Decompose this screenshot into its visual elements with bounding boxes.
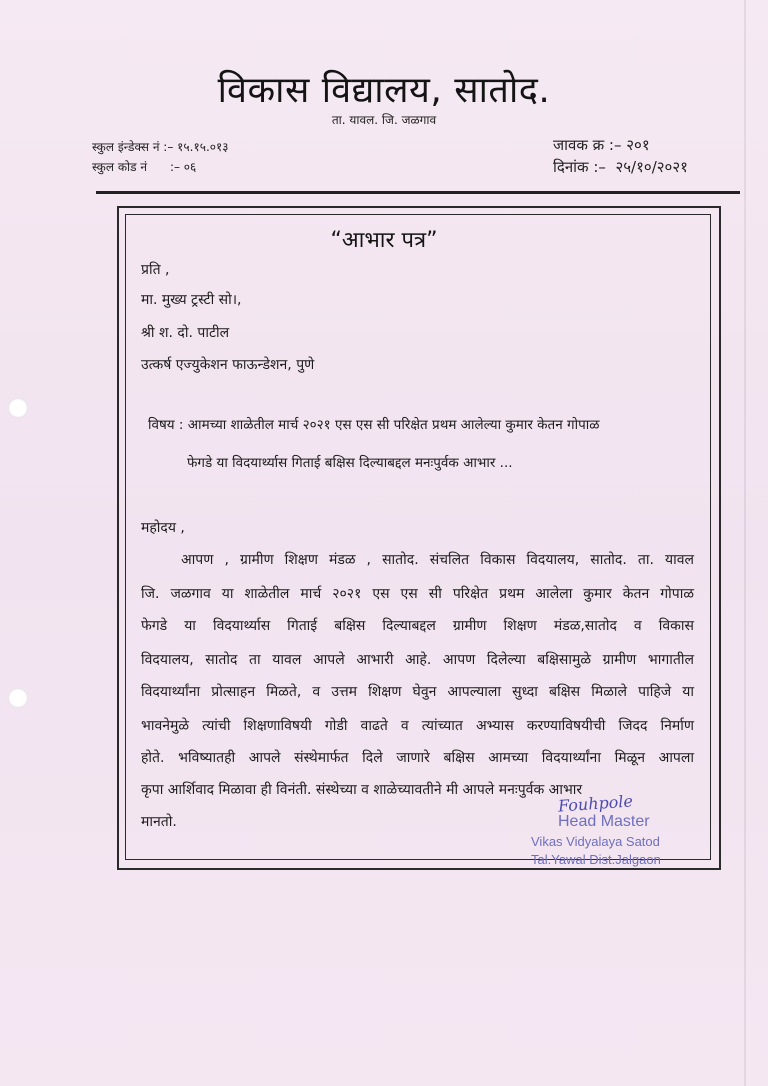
school-address: ता. यावल. जि. जळगाव <box>331 113 437 127</box>
body-line: कृपा आर्शिवाद मिळावा ही विनंती. संस्थेच्या व शाळेच्यावतीने मी आपले मनःपुर्वक आभार <box>141 782 583 798</box>
school-code: स्कुल कोड नं :– ०६ <box>92 160 197 174</box>
school-name: विकास विद्यालय, सातोद. <box>217 70 551 111</box>
stamp-school: Vikas Vidyalaya Satod <box>531 834 660 849</box>
header-divider <box>96 191 740 194</box>
recipient-line: उत्कर्ष एज्युकेशन फाऊन्डेशन, पुणे <box>141 357 315 373</box>
punch-hole <box>8 398 28 418</box>
outward-number: जावक क्र :– २०१ <box>553 136 650 154</box>
letter-date: दिनांक :– २५/१०/२०२१ <box>553 158 688 176</box>
body-line: भावनेमुळे त्यांची शिक्षणाविषयी गोडी वाढते व त्यांच्यात अभ्यास करण्याविषयीची जिदद निर्माण <box>141 718 694 734</box>
letter-title: “आभार पत्र” <box>330 228 438 253</box>
subject-line: विषय : आमच्या शाळेतील मार्च २०२१ एस एस सी परिक्षेत प्रथम आलेल्या कुमार केतन गोपाळ <box>148 417 600 433</box>
to-label: प्रति , <box>141 262 170 278</box>
stamp-location: Tal.Yawal Dist.Jalgaon <box>531 852 661 867</box>
paper-fold <box>744 0 746 1086</box>
body-line: जि. जळगाव या शाळेतील मार्च २०२१ एस एस सी परिक्षेत प्रथम आलेला कुमार केतन गोपाळ <box>141 586 694 602</box>
recipient-line: श्री श. दो. पाटील <box>141 325 230 341</box>
body-line: विदयालय, सातोद ता यावल आपले आभारी आहे. आपण दिलेल्या बक्षिसामुळे ग्रामीण भागातील <box>141 652 694 668</box>
headmaster-signature: Fouhpole <box>557 791 634 816</box>
school-index: स्कुल इंन्डेक्स नं :– १५.१५.०१३ <box>92 140 229 154</box>
stamp-title: Head Master <box>558 813 650 830</box>
body-line: होते. भविष्यातही आपले संस्थेमार्फत दिले जाणारे बक्षिस आमच्या विदयार्थ्यांना मिळून आपला <box>141 750 694 766</box>
salutation: महोदय , <box>141 520 185 536</box>
subject-line: फेगडे या विदयार्थ्यास गिताई बक्षिस दिल्याबद्दल मनःपुर्वक आभार ... <box>187 455 513 471</box>
body-line: फेगडे या विदयार्थ्यास गिताई बक्षिस दिल्याबद्दल ग्रामीण शिक्षण मंडळ,सातोद व विकास <box>141 618 694 634</box>
body-line: आपण , ग्रामीण शिक्षण मंडळ , सातोद. संचलित विकास विदयालय, सातोद. ता. यावल <box>181 552 694 568</box>
recipient-line: मा. मुख्य ट्रस्टी सो।, <box>141 292 242 308</box>
body-line: मानतो. <box>141 814 177 830</box>
punch-hole <box>8 688 28 708</box>
body-line: विदयार्थ्यांना प्रोत्साहन मिळते, व उत्तम शिक्षण घेवुन आपल्याला सुध्दा बक्षिस मिळाले पाहिजे या <box>141 684 694 700</box>
